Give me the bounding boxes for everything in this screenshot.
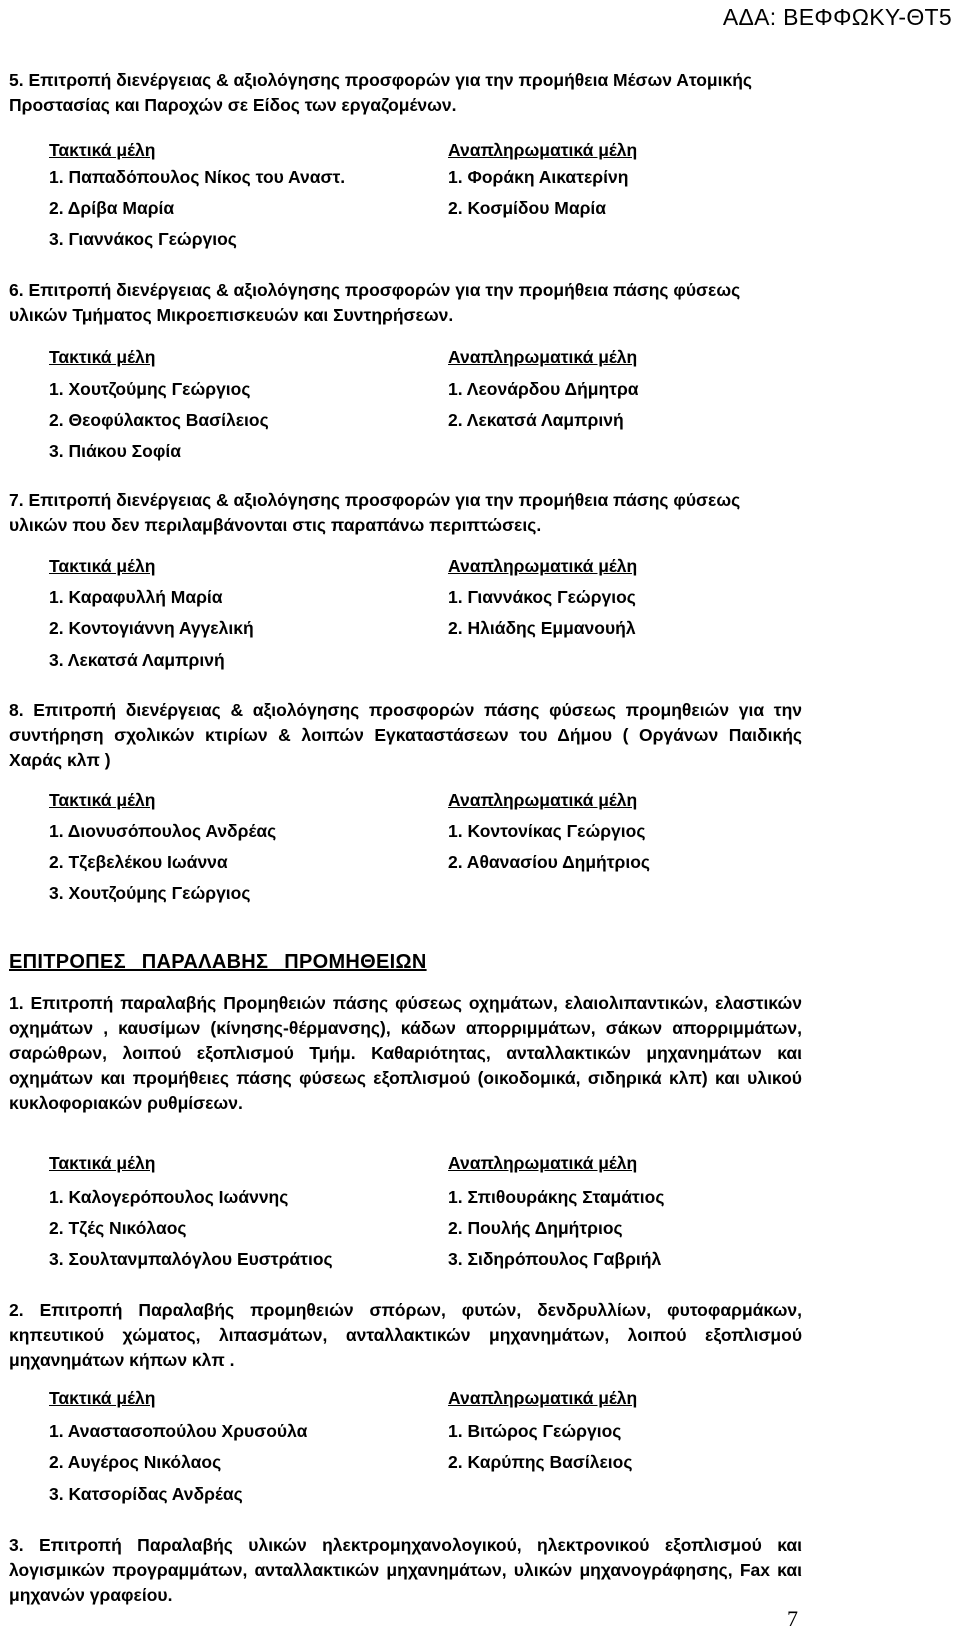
tactical-member: 1. Καλογερόπουλος Ιωάννης (49, 1187, 289, 1207)
alternate-members-heading: Αναπληρωματικά μέλη (448, 1153, 638, 1173)
alternate-members-heading: Αναπληρωματικά μέλη (448, 1388, 638, 1408)
alternate-member: 1. Λεονάρδου Δήμητρα (448, 379, 639, 399)
tactical-member: 2. Θεοφύλακτος Βασίλειος (49, 410, 269, 430)
tactical-members-heading: Τακτικά μέλη (49, 140, 156, 160)
tactical-member: 1. Αναστασοπούλου Χρυσούλα (49, 1421, 308, 1441)
tactical-member: 1. Διονυσόπουλος Ανδρέας (49, 821, 277, 841)
alternate-member: 2. Αθανασίου Δημήτριος (448, 852, 651, 872)
alternate-members-heading: Αναπληρωματικά μέλη (448, 556, 638, 576)
alternate-member: 2. Καρύπης Βασίλειος (448, 1452, 633, 1472)
tactical-member: 3. Πιάκου Σοφία (49, 441, 181, 461)
alternate-members-heading: Αναπληρωματικά μέλη (448, 347, 638, 367)
tactical-member: 3. Γιαννάκος Γεώργιος (49, 229, 237, 249)
tactical-members-heading: Τακτικά μέλη (49, 790, 156, 810)
committee-item-6 (9, 278, 802, 328)
alternate-member: 1. Κοντονίκας Γεώργιος (448, 821, 646, 841)
tactical-members-heading: Τακτικά μέλη (49, 1388, 156, 1408)
tactical-member: 3. Λεκατσά Λαμπρινή (49, 650, 225, 670)
committee-description: 2. Επιτροπή Παραλαβής προμηθειών σπόρων, φυτών, δενδρυλλίων, φυτοφαρμάκων, κηπευτικού χώματος, λιπασμάτων, ανταλλακτικών μηχανημάτων, λοιπού εξοπλισμού μηχανημάτων κήπων κλπ . (9, 1300, 802, 1370)
receipt-committee-item-1 (9, 991, 802, 1116)
alternate-member: 1. Γιαννάκος Γεώργιος (448, 587, 636, 607)
committee-item-5 (9, 68, 802, 118)
page-number: 7 (787, 1606, 798, 1631)
committee-description: 5. Επιτροπή διενέργειας & αξιολόγησης προσφορών για την προμήθεια Μέσων Ατομικής Προστασίας και Παροχών σε Είδος των εργαζομένων. (9, 70, 752, 115)
alternate-member: 2. Κοσμίδου Μαρία (448, 198, 607, 218)
tactical-members-heading: Τακτικά μέλη (49, 556, 156, 576)
alternate-members-heading: Αναπληρωματικά μέλη (448, 790, 638, 810)
alternate-member: 1. Βιτώρος Γεώργιος (448, 1421, 622, 1441)
committee-description: 1. Επιτροπή παραλαβής Προμηθειών πάσης φύσεως οχημάτων, ελαιολιπαντικών, ελαστικών οχημάτων , καυσίμων (κίνησης-θέρμανσης), κάδων απορριμμάτων, σάκων απορριμμάτων, σαρώθρων, λοιπού εξοπλισμού Τμήμ. Καθαριότητας, ανταλλακτικών μηχανημάτων και οχημάτων και προμήθειες πάσης φύσεως εξοπλισμού (οικοδομικά, σιδηρικά κλπ) και υλικού κυκλοφοριακών ρυθμίσεων. (9, 993, 802, 1113)
tactical-member: 2. Τζές Νικόλαος (49, 1218, 187, 1238)
tactical-member: 3. Σουλτανμπαλόγλου Ευστράτιος (49, 1249, 333, 1269)
alternate-member: 2. Λεκατσά Λαμπρινή (448, 410, 624, 430)
tactical-member: 3. Κατσορίδας Ανδρέας (49, 1484, 243, 1504)
tactical-member: 1. Χουτζούμης Γεώργιος (49, 379, 251, 399)
tactical-member: 2. Δρίβα Μαρία (49, 198, 175, 218)
alternate-member: 1. Φοράκη Αικατερίνη (448, 167, 629, 187)
alternate-member: 3. Σιδηρόπουλος Γαβριήλ (448, 1249, 662, 1269)
section-title: ΕΠΙΤΡΟΠΕΣ ΠΑΡΑΛΑΒΗΣ ΠΡΟΜΗΘΕΙΩΝ (9, 951, 427, 973)
tactical-members-heading: Τακτικά μέλη (49, 1153, 156, 1173)
alternate-member: 2. Ηλιάδης Εμμανουήλ (448, 618, 636, 638)
alternate-member: 2. Πουλής Δημήτριος (448, 1218, 623, 1238)
tactical-member: 1. Παπαδόπουλος Νίκος του Αναστ. (49, 167, 346, 187)
receipt-committee-item-2 (9, 1298, 802, 1373)
committee-description: 3. Επιτροπή Παραλαβής υλικών ηλεκτρομηχανολογικού, ηλεκτρονικού εξοπλισμού και λογισμικών προγραμμάτων, ανταλλακτικών μηχανημάτων, υλικών μηχανογράφησης, Fax και μηχανών γραφείου. (9, 1535, 802, 1605)
committee-item-8 (9, 698, 802, 773)
committee-description: 8. Επιτροπή διενέργειας & αξιολόγησης προσφορών πάσης φύσεως προμηθειών για την συντήρηση σχολικών κτιρίων & λοιπών Εγκαταστάσεων του Δήμου ( Οργάνων Παιδικής Χαράς κλπ ) (9, 700, 802, 770)
committee-item-7 (9, 488, 802, 538)
tactical-member: 3. Χουτζούμης Γεώργιος (49, 883, 251, 903)
ada-code: ΑΔΑ: ΒΕΦΦΩΚΥ-ΘΤ5 (722, 4, 952, 30)
committee-description: 7. Επιτροπή διενέργειας & αξιολόγησης προσφορών για την προμήθεια πάσης φύσεως υλικών που δεν περιλαμβάνονται στις παραπάνω περιπτώσεις. (9, 490, 741, 535)
tactical-member: 1. Καραφυλλή Μαρία (49, 587, 223, 607)
receipt-committee-item-3 (9, 1533, 802, 1608)
alternate-member: 1. Σπιθουράκης Σταμάτιος (448, 1187, 665, 1207)
tactical-member: 2. Τζεβελέκου Ιωάννα (49, 852, 228, 872)
tactical-member: 2. Κοντογιάννη Αγγελική (49, 618, 254, 638)
tactical-member: 2. Αυγέρος Νικόλαος (49, 1452, 222, 1472)
alternate-members-heading: Αναπληρωματικά μέλη (448, 140, 638, 160)
tactical-members-heading: Τακτικά μέλη (49, 347, 156, 367)
committee-description: 6. Επιτροπή διενέργειας & αξιολόγησης προσφορών για την προμήθεια πάσης φύσεως υλικών Τμήματος Μικροεπισκευών και Συντηρήσεων. (9, 280, 741, 325)
